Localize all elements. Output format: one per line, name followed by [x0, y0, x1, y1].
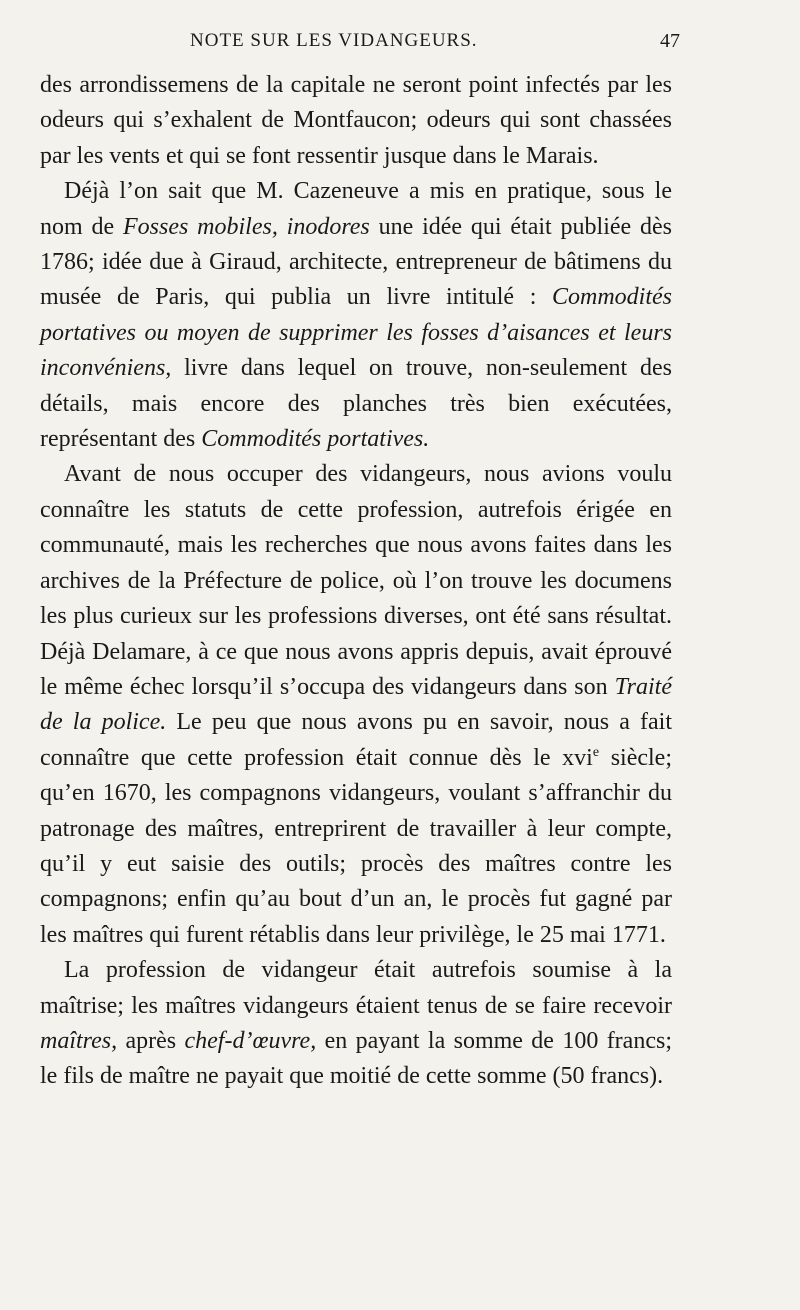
paragraph-2 [40, 174, 672, 457]
text-run: Avant de nous occuper des vidangeurs, nous avions voulu connaître les statuts de cette profession, autrefois érigée en communauté, mais les recherches que nous avons faites dans les archives de la Préfecture de police, où l’on trouve les documens les plus curieux sur les professions diverses, ont été sans résultat. Déjà Delamare, à ce que nous avons appris depuis, avait éprouvé le même échec lorsqu’il s’occupa des vidangeurs dans son [40, 461, 672, 700]
italic-run: Fosses mobiles, inodores [123, 213, 370, 240]
text-run: en payant la somme de 100 francs; le fils de maître ne payait que moitié de cette somme (50 francs). [40, 1027, 672, 1090]
running-title: NOTE SUR LES VIDANGEURS. [190, 30, 478, 51]
italic-run: Commodités portatives. [201, 426, 430, 453]
text-run: livre dans lequel on trouve, non-seulement des détails, mais encore des planches très bien exécutées, représentant des [40, 355, 672, 453]
italic-run: Commodités portatives ou moyen de supprimer les fosses d’aisances et leurs inconvéniens, [40, 284, 672, 382]
paragraph-4 [40, 953, 672, 1095]
page-number: 47 [660, 30, 680, 52]
text-run: une idée qui était publiée dès 1786; idée due à Giraud, architecte, entrepreneur de bâtimens du musée de Paris, qui publia un livre intitulé : [40, 213, 673, 311]
roman-numeral: xvi [562, 744, 593, 771]
italic-run: Traité de la police. [40, 673, 672, 736]
running-header [40, 30, 680, 58]
text-run: Déjà l’on sait que M. Cazeneuve a mis en pratique, sous le nom de [40, 178, 672, 240]
italic-run: maîtres, [40, 1027, 118, 1054]
paragraph-3 [40, 457, 672, 953]
superscript: e [592, 744, 600, 760]
italic-run: chef-d’œuvre, [184, 1027, 317, 1054]
text-run: après [117, 1027, 185, 1054]
body-text [40, 68, 672, 1095]
paragraph-1: des arrondissemens de la capitale ne seront point infectés par les odeurs qui s’exhalent de Montfaucon; odeurs qui sont chassées par les vents et qui se font ressentir jusque dans le Marais. [40, 72, 672, 169]
text-run: siècle; qu’en 1670, les compagnons vidangeurs, voulant s’affranchir du patronage des maîtres, entreprirent de travailler à leur compte, qu’il y eut saisie des outils; procès des maîtres contre les compagnons; enfin qu’au bout d’un an, le procès fut gagné par les maîtres qui furent rétablis dans leur privilège, le 25 mai 1771. [40, 744, 672, 948]
text-run: Le peu que nous avons pu en savoir, nous a fait connaître que cette profession était connue dès le [40, 709, 672, 771]
text-run: La profession de vidangeur était autrefois soumise à la maîtrise; les maîtres vidangeurs étaient tenus de se faire recevoir [40, 957, 672, 1019]
